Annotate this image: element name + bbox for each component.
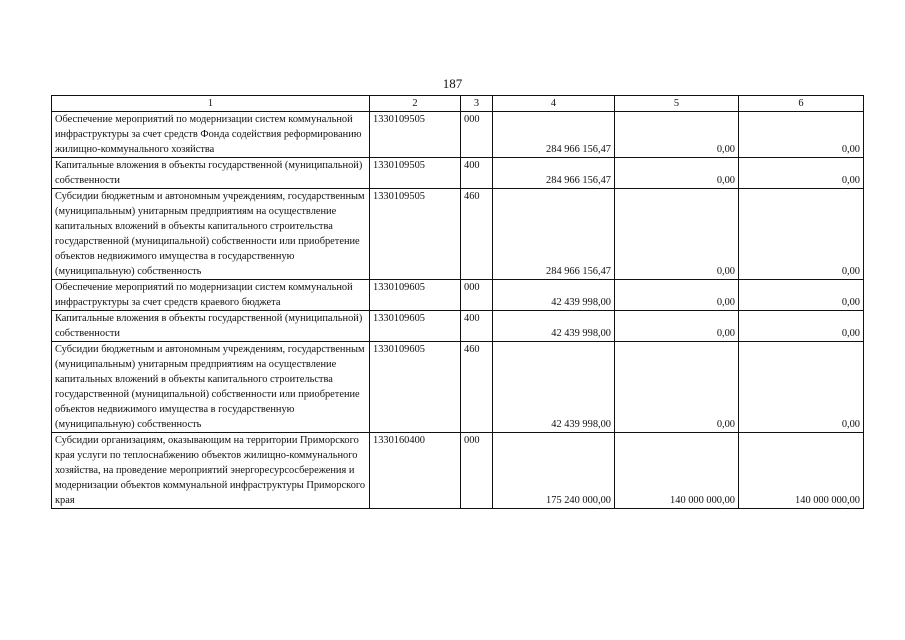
row-type: 000 [461,433,493,509]
row-description: Субсидии бюджетным и автономным учреждениям, государственным (муниципальным) унитарным предприятиям на осуществление капитальных вложений в объекты капитального строительства государственной (муниципальной) собственности или приобретение объектов недвижимого имущества в государственную (муниципальную) собственность [52,342,370,433]
row-amount-col6: 0,00 [739,342,864,433]
row-amount-col6: 0,00 [739,158,864,189]
row-description: Обеспечение мероприятий по модернизации систем коммунальной инфраструктуры за счет средств краевого бюджета [52,280,370,311]
column-header-6: 6 [739,96,864,112]
row-amount-col4: 42 439 998,00 [493,342,615,433]
column-header-5: 5 [615,96,739,112]
budget-table [51,95,864,509]
table-row [52,158,864,189]
column-header-4: 4 [493,96,615,112]
row-amount-col6: 0,00 [739,311,864,342]
table-row [52,311,864,342]
row-code: 1330109505 [370,189,461,280]
row-amount-col5: 0,00 [615,342,739,433]
row-amount-col6: 0,00 [739,280,864,311]
row-amount-col5: 0,00 [615,158,739,189]
row-amount-col5: 0,00 [615,280,739,311]
page-number: 187 [442,76,463,91]
row-type: 460 [461,189,493,280]
row-amount-col4: 42 439 998,00 [493,311,615,342]
row-description: Капитальные вложения в объекты государственной (муниципальной) собственности [52,158,370,189]
row-type: 000 [461,112,493,158]
table-row [52,342,864,433]
row-description: Капитальные вложения в объекты государственной (муниципальной) собственности [52,311,370,342]
row-amount-col6: 0,00 [739,189,864,280]
row-type: 400 [461,158,493,189]
row-code: 1330109605 [370,342,461,433]
row-amount-col4: 284 966 156,47 [493,158,615,189]
row-type: 460 [461,342,493,433]
row-description: Субсидии бюджетным и автономным учреждениям, государственным (муниципальным) унитарным предприятиям на осуществление капитальных вложений в объекты капитального строительства государственной (муниципальной) собственности или приобретение объектов недвижимого имущества в государственную (муниципальную) собственность [52,189,370,280]
row-type: 400 [461,311,493,342]
row-amount-col5: 0,00 [615,112,739,158]
row-code: 1330109605 [370,280,461,311]
column-header-1: 1 [52,96,370,112]
row-code: 1330109605 [370,311,461,342]
table-row [52,280,864,311]
row-code: 1330109505 [370,158,461,189]
table-row [52,112,864,158]
table-row [52,189,864,280]
row-amount-col4: 284 966 156,47 [493,189,615,280]
row-amount-col4: 175 240 000,00 [493,433,615,509]
table-row [52,433,864,509]
row-description: Субсидии организациям, оказывающим на территории Приморского края услуги по теплоснабжению объектов жилищно-коммунального хозяйства, на проведение мероприятий энергоресурсосбережения и модернизации объектов коммунальной инфраструктуры Приморского края [52,433,370,509]
column-header-2: 2 [370,96,461,112]
row-code: 1330109505 [370,112,461,158]
row-amount-col6: 0,00 [739,112,864,158]
row-description: Обеспечение мероприятий по модернизации систем коммунальной инфраструктуры за счет средств Фонда содействия реформированию жилищно-коммунального хозяйства [52,112,370,158]
row-code: 1330160400 [370,433,461,509]
row-amount-col5: 0,00 [615,311,739,342]
row-amount-col4: 284 966 156,47 [493,112,615,158]
row-type: 000 [461,280,493,311]
row-amount-col5: 0,00 [615,189,739,280]
column-header-3: 3 [461,96,493,112]
table-header-row [52,96,864,112]
row-amount-col6: 140 000 000,00 [739,433,864,509]
row-amount-col4: 42 439 998,00 [493,280,615,311]
row-amount-col5: 140 000 000,00 [615,433,739,509]
